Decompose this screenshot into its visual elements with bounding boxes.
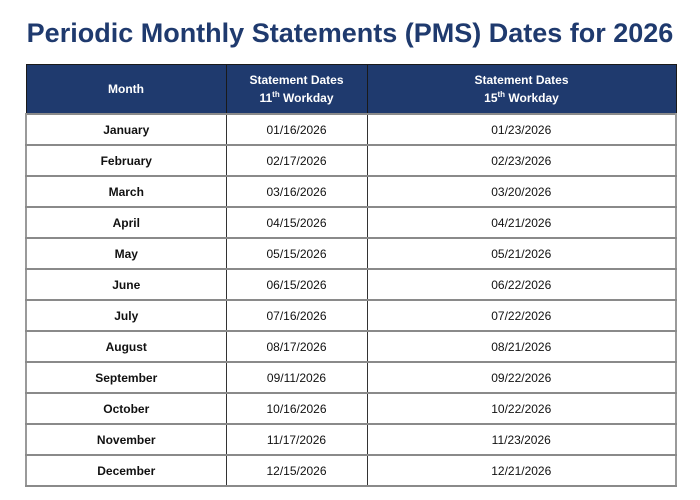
month-cell: December (26, 455, 226, 486)
date-11th-cell: 03/16/2026 (226, 176, 367, 207)
header-15th-workday (367, 65, 676, 115)
table-header-row (26, 65, 676, 115)
date-15th-cell: 04/21/2026 (367, 207, 676, 238)
table-row (26, 362, 676, 393)
date-15th-cell: 10/22/2026 (367, 393, 676, 424)
table-row (26, 238, 676, 269)
table-row (26, 269, 676, 300)
pms-dates-table (25, 64, 677, 487)
header-11th-line1: Statement Dates (249, 73, 344, 87)
header-15th-ordinal: th (497, 90, 506, 99)
date-15th-cell: 03/20/2026 (367, 176, 676, 207)
month-cell: November (26, 424, 226, 455)
table-row (26, 331, 676, 362)
date-11th-cell: 06/15/2026 (226, 269, 367, 300)
header-15th-number: 15 (484, 91, 498, 105)
header-15th-line1: Statement Dates (474, 73, 569, 87)
header-11th-number: 11 (259, 91, 273, 105)
month-cell: May (26, 238, 226, 269)
page-title: Periodic Monthly Statements (PMS) Dates for 2026 (26, 18, 674, 48)
table-row (26, 145, 676, 176)
month-cell: September (26, 362, 226, 393)
date-15th-cell: 12/21/2026 (367, 455, 676, 486)
date-11th-cell: 12/15/2026 (226, 455, 367, 486)
date-11th-cell: 04/15/2026 (226, 207, 367, 238)
date-15th-cell: 02/23/2026 (367, 145, 676, 176)
date-11th-cell: 05/15/2026 (226, 238, 367, 269)
month-cell: April (26, 207, 226, 238)
month-cell: July (26, 300, 226, 331)
date-15th-cell: 09/22/2026 (367, 362, 676, 393)
date-11th-cell: 02/17/2026 (226, 145, 367, 176)
month-cell: February (26, 145, 226, 176)
month-cell: March (26, 176, 226, 207)
table-row (26, 424, 676, 455)
header-15th-word: Workday (505, 91, 559, 105)
month-cell: June (26, 269, 226, 300)
month-cell: October (26, 393, 226, 424)
date-15th-cell: 05/21/2026 (367, 238, 676, 269)
table-row (26, 114, 676, 145)
table-row (26, 455, 676, 486)
date-11th-cell: 07/16/2026 (226, 300, 367, 331)
month-cell: January (26, 114, 226, 145)
date-15th-cell: 11/23/2026 (367, 424, 676, 455)
date-15th-cell: 07/22/2026 (367, 300, 676, 331)
date-15th-cell: 06/22/2026 (367, 269, 676, 300)
date-15th-cell: 01/23/2026 (367, 114, 676, 145)
date-15th-cell: 08/21/2026 (367, 331, 676, 362)
header-11th-ordinal: th (272, 90, 280, 99)
date-11th-cell: 10/16/2026 (226, 393, 367, 424)
table-row (26, 207, 676, 238)
table-row (26, 393, 676, 424)
table-row (26, 300, 676, 331)
table-row (26, 176, 676, 207)
date-11th-cell: 09/11/2026 (226, 362, 367, 393)
date-11th-cell: 08/17/2026 (226, 331, 367, 362)
header-11th-word: Workday (279, 91, 334, 105)
header-month: Month (26, 65, 226, 115)
date-11th-cell: 01/16/2026 (226, 114, 367, 145)
header-11th-workday (226, 65, 367, 115)
date-11th-cell: 11/17/2026 (226, 424, 367, 455)
month-cell: August (26, 331, 226, 362)
